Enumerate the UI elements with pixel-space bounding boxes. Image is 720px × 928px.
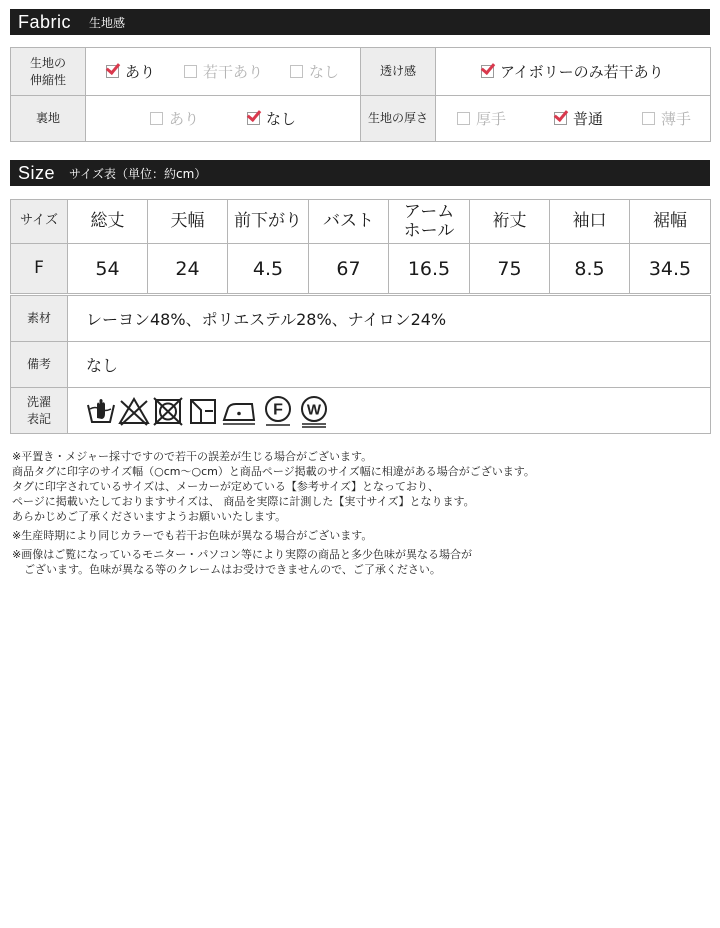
sheer-option-label: アイボリーのみ若干あり	[500, 63, 664, 81]
col-bust: バスト	[309, 200, 389, 244]
checkbox-checked-icon	[106, 65, 119, 78]
checkbox-unchecked-icon	[642, 112, 655, 125]
note-line: ページに掲載いたしておりますサイズは、 商品を実際に計測した【実寸サイズ】となります。	[12, 495, 475, 508]
wet-clean-w-icon	[298, 394, 330, 428]
checkbox-checked-icon	[481, 65, 494, 78]
size-title-en: Size	[18, 162, 56, 183]
stretch-option-none[interactable]	[290, 61, 339, 82]
thickness-option-thin[interactable]	[642, 108, 691, 129]
col-armhole-line1: アーム	[403, 201, 455, 222]
checkbox-unchecked-icon	[150, 112, 163, 125]
size-title-jp: サイズ表（単位：約cm）	[69, 166, 207, 181]
care-label-line1: 洗濯	[26, 395, 51, 410]
care-icons	[68, 388, 711, 434]
note-line: ※画像はご覧になっているモニター・パソコン等により実際の商品と多少色味が異なる場合が	[12, 548, 472, 561]
lining-option-no-label: なし	[266, 110, 297, 128]
note-line: 商品タグに印字のサイズ幅（○cm〜○cm）と商品ページ掲載のサイズ幅に相違がある場合がございます。	[12, 465, 535, 478]
note-line: あらかじめご了承くださいますようお願いいたします。	[12, 510, 287, 523]
care-label-line2: 表記	[26, 411, 51, 426]
dry-clean-f-icon	[262, 394, 294, 428]
col-front-drop: 前下がり	[228, 200, 309, 244]
col-armhole	[389, 200, 470, 244]
stretch-label-line2: 伸縮性	[29, 72, 66, 87]
low-iron-icon	[222, 396, 256, 426]
col-neck-width: 天幅	[148, 200, 228, 244]
fabric-header	[10, 9, 710, 35]
details-table	[10, 295, 711, 434]
thickness-option-thick[interactable]	[457, 108, 554, 129]
stretch-label-line1: 生地の	[29, 56, 66, 71]
lining-option-no[interactable]	[247, 108, 296, 129]
value-bust: 67	[309, 244, 389, 294]
lining-options	[86, 96, 361, 142]
hand-wash-icon	[86, 396, 116, 426]
notes	[12, 449, 712, 577]
stretch-label	[11, 48, 86, 96]
col-armhole-line2: ホール	[403, 220, 455, 241]
material-value: レーヨン48%、ポリエステル28%、ナイロン24%	[68, 296, 711, 342]
col-hem-width: 裾幅	[630, 200, 711, 244]
thickness-option-normal[interactable]	[554, 108, 642, 129]
dry-clean-f-letter: F	[273, 401, 283, 418]
material-label: 素材	[11, 296, 68, 342]
wet-clean-w-letter: W	[306, 401, 322, 418]
thickness-option-normal-label: 普通	[573, 110, 604, 128]
stretch-option-none-label: なし	[309, 63, 340, 81]
stretch-option-yes[interactable]	[106, 61, 184, 82]
thickness-option-thin-label: 薄手	[661, 110, 692, 128]
stretch-options	[86, 48, 361, 96]
lining-label: 裏地	[11, 96, 86, 142]
stretch-option-slight-label: 若干あり	[203, 63, 264, 81]
col-length: 総丈	[68, 200, 148, 244]
remarks-label: 備考	[11, 342, 68, 388]
care-row	[11, 388, 711, 434]
thickness-label: 生地の厚さ	[361, 96, 436, 142]
material-row	[11, 296, 711, 342]
value-sleeve-length: 75	[470, 244, 550, 294]
sheer-options	[436, 48, 711, 96]
value-length: 54	[68, 244, 148, 294]
no-bleach-icon	[118, 396, 150, 426]
note-line: ※生産時期により同じカラーでも若干お色味が異なる場合がございます。	[12, 529, 373, 542]
fabric-table	[10, 47, 711, 142]
checkbox-checked-icon	[554, 112, 567, 125]
value-hem-width: 34.5	[630, 244, 711, 294]
care-label	[11, 388, 68, 434]
thickness-option-thick-label: 厚手	[476, 110, 507, 128]
no-tumble-dry-icon	[152, 396, 184, 426]
fabric-row-1	[11, 48, 711, 96]
checkbox-unchecked-icon	[184, 65, 197, 78]
value-neck-width: 24	[148, 244, 228, 294]
checkbox-checked-icon	[247, 112, 260, 125]
lining-option-yes-label: あり	[169, 110, 200, 128]
fabric-title-en: Fabric	[18, 11, 72, 32]
stretch-option-yes-label: あり	[125, 63, 156, 81]
value-cuff: 8.5	[550, 244, 630, 294]
note-line: ございます。色味が異なる等のクレームはお受けできませんので、ご了承ください。	[24, 563, 441, 576]
sheer-label: 透け感	[361, 48, 436, 96]
size-value: F	[11, 244, 68, 294]
value-front-drop: 4.5	[228, 244, 309, 294]
fabric-row-2	[11, 96, 711, 142]
lining-option-yes[interactable]	[150, 108, 247, 129]
line-dry-shade-icon	[188, 396, 218, 426]
size-col-label: サイズ	[11, 200, 68, 244]
checkbox-unchecked-icon	[290, 65, 303, 78]
checkbox-unchecked-icon	[457, 112, 470, 125]
sheer-option[interactable]	[481, 61, 664, 82]
col-sleeve-length: 裄丈	[470, 200, 550, 244]
remarks-row	[11, 342, 711, 388]
value-armhole: 16.5	[389, 244, 470, 294]
remarks-value: なし	[68, 342, 711, 388]
note-line: ※平置き・メジャー採寸ですので若干の誤差が生じる場合がございます。	[12, 450, 373, 463]
size-header	[10, 160, 710, 186]
fabric-title-jp: 生地感	[89, 15, 126, 30]
col-cuff: 袖口	[550, 200, 630, 244]
size-value-row	[11, 244, 711, 294]
thickness-options	[436, 96, 711, 142]
note-line: タグに印字されているサイズは、メーカーが定めている【参考サイズ】となっており、	[12, 480, 440, 493]
size-table	[10, 199, 711, 294]
size-header-row	[11, 200, 711, 244]
stretch-option-slight[interactable]	[184, 61, 290, 82]
